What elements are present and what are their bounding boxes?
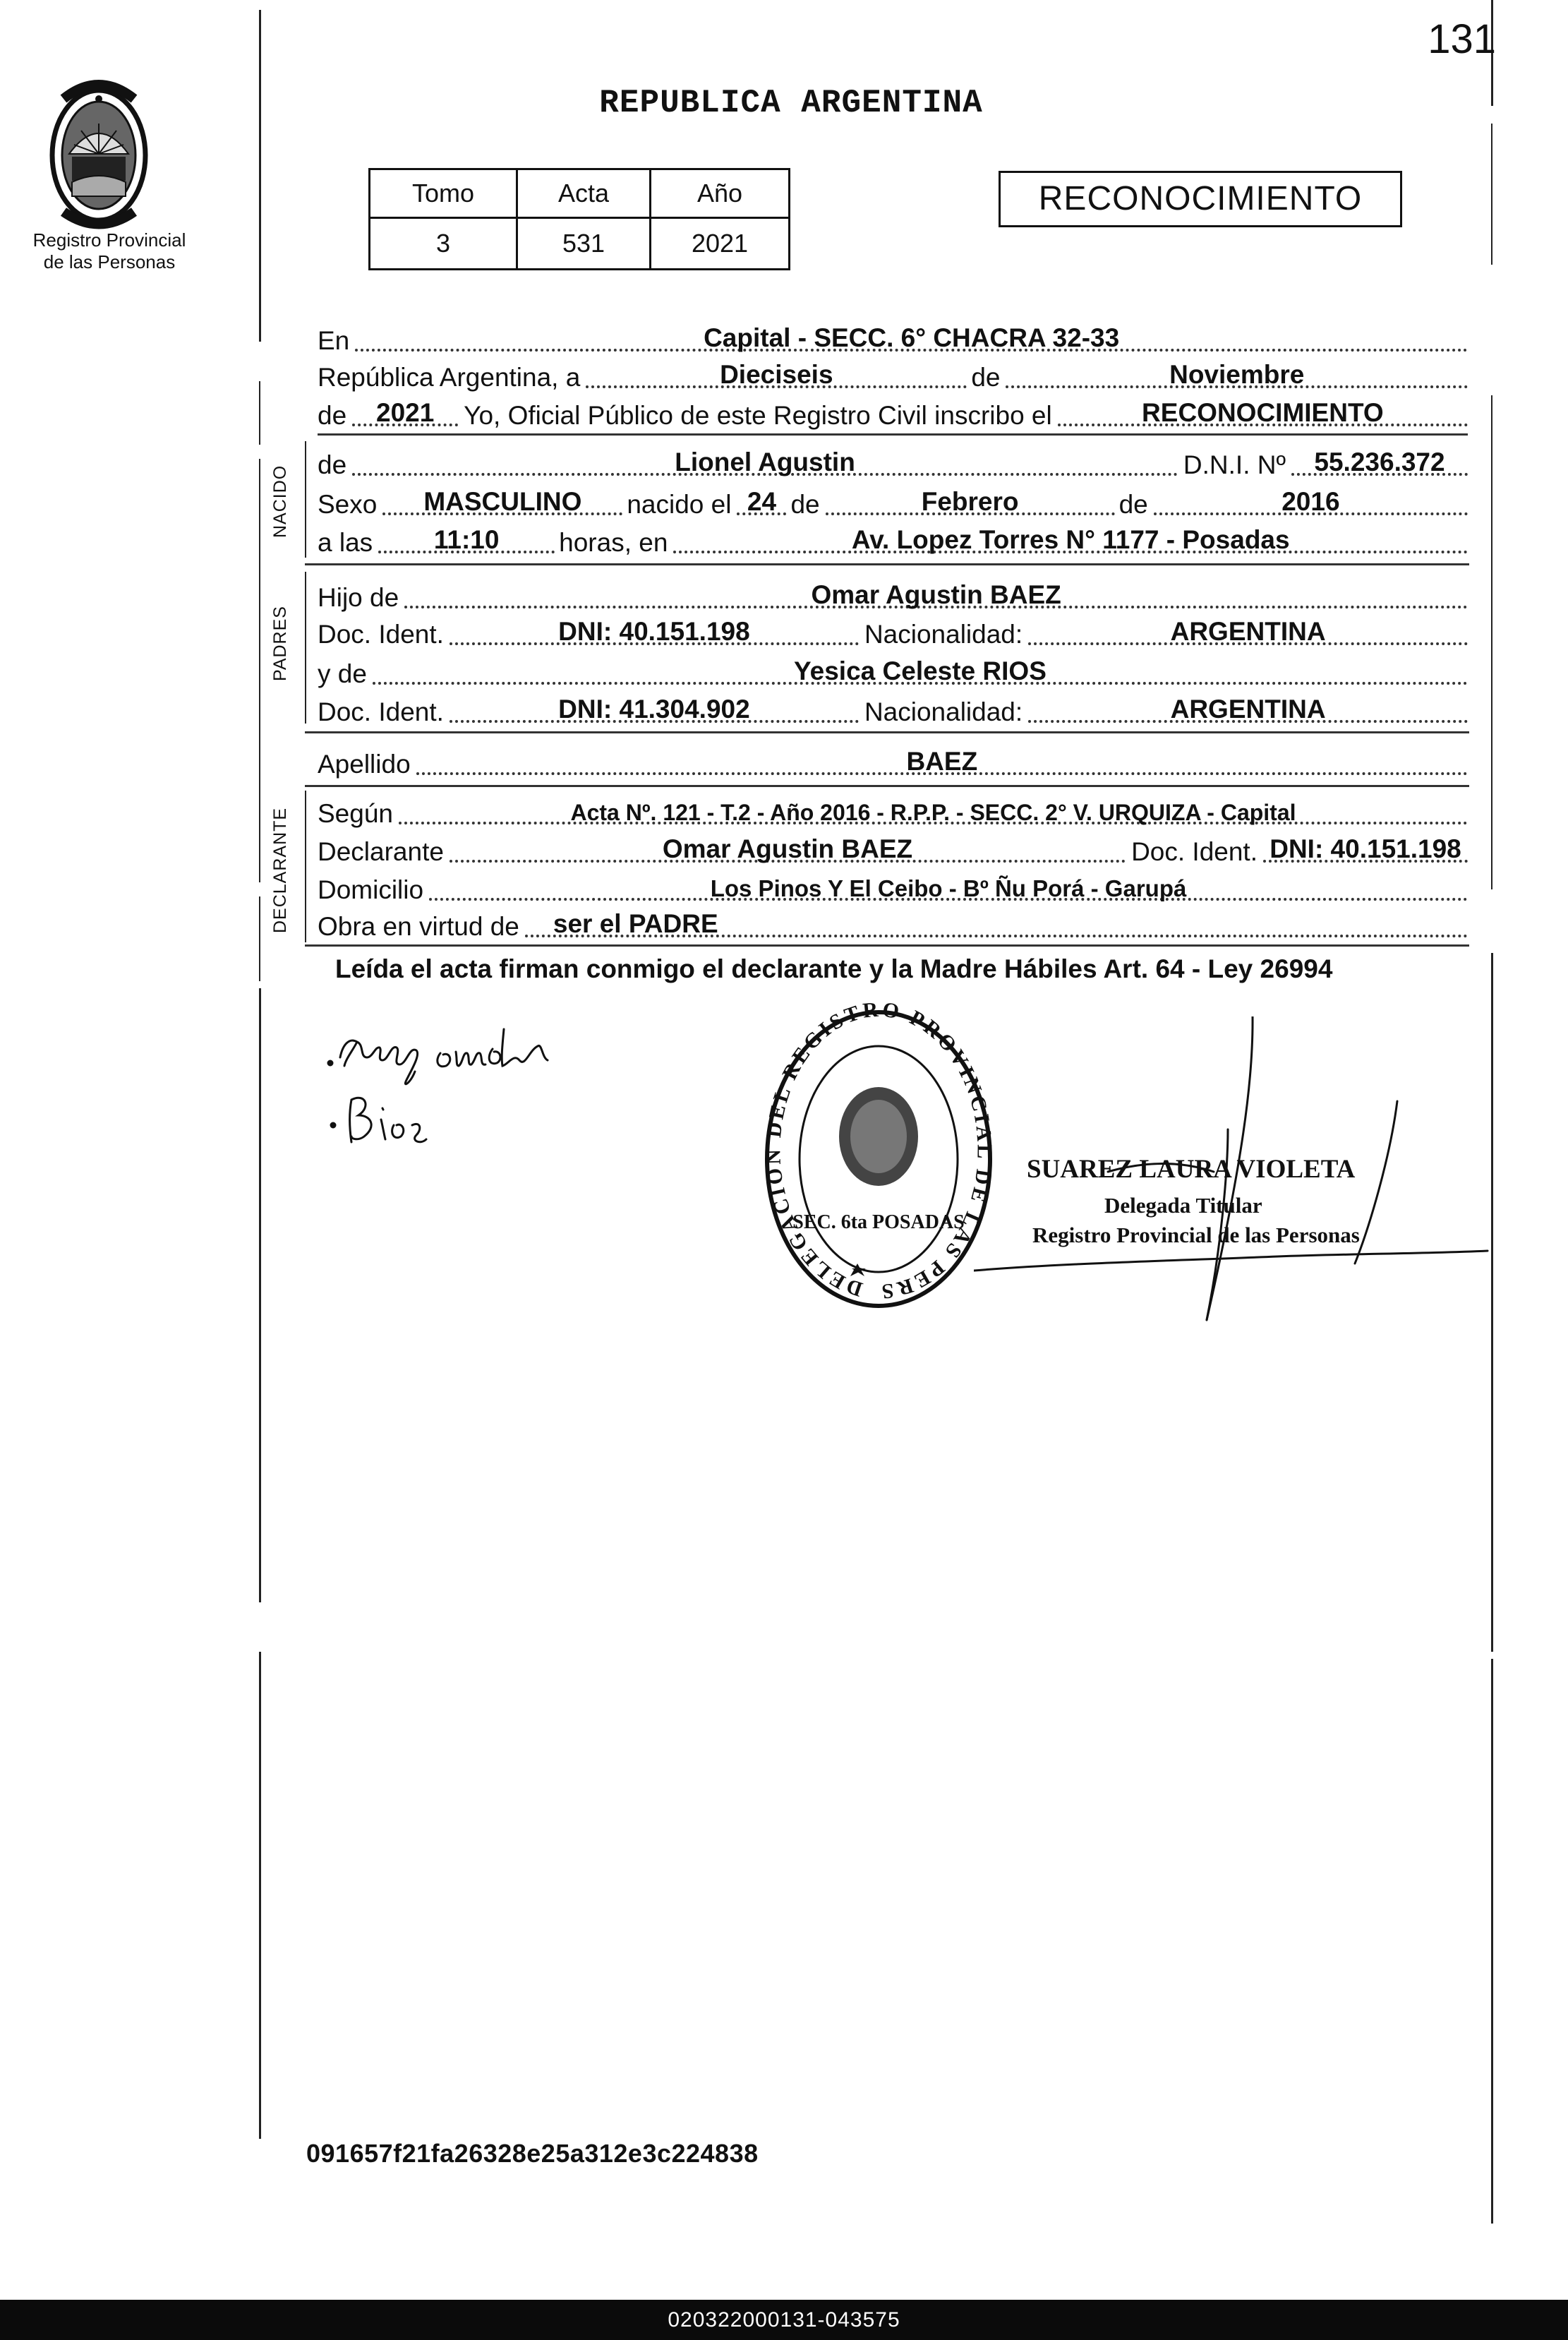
value-apellido: BAEZ xyxy=(906,747,978,776)
label-declarante: Declarante xyxy=(318,837,444,866)
register-value-tomo: 3 xyxy=(370,218,517,270)
row-segun xyxy=(318,789,1468,829)
row-sex-birth xyxy=(318,480,1468,520)
label-time: a las xyxy=(318,528,373,557)
label-domicilio: Domicilio xyxy=(318,875,424,904)
value-month: Noviembre xyxy=(1169,360,1305,389)
label-de-month: de xyxy=(790,490,820,519)
officer-office: Registro Provincial de las Personas xyxy=(1032,1223,1360,1247)
row-obra xyxy=(318,902,1468,942)
margin-rule-right xyxy=(1491,124,1492,265)
label-nacido: nacido el xyxy=(627,490,732,519)
value-sexo: MASCULINO xyxy=(423,487,582,516)
footer-code-bar xyxy=(0,2300,1568,2340)
label-mother-doc: Doc. Ident. xyxy=(318,697,444,726)
value-year: 2021 xyxy=(376,398,435,427)
divider xyxy=(318,433,1468,436)
label-father-nac: Nacionalidad: xyxy=(864,620,1023,649)
registry-caption-line1: Registro Provincial xyxy=(32,229,186,251)
value-day: Dieciseis xyxy=(720,360,833,389)
value-birth-year: 2016 xyxy=(1281,487,1340,516)
margin-rule-left xyxy=(259,381,260,445)
section-label-padres: PADRES xyxy=(270,606,290,681)
margin-rule-left xyxy=(259,459,260,882)
register-value-anio: 2021 xyxy=(651,218,790,270)
label-de: de xyxy=(971,363,1001,392)
value-place: Capital - SECC. 6° CHACRA 32-33 xyxy=(704,323,1120,352)
register-table-values xyxy=(370,218,790,270)
seal-center-text: SEC. 6ta POSADAS xyxy=(792,1211,965,1233)
value-child-name: Lionel Agustin xyxy=(675,448,855,476)
value-obra: ser el PADRE xyxy=(553,909,718,938)
section-rule-nacido xyxy=(305,441,306,558)
value-act: RECONOCIMIENTO xyxy=(1142,398,1384,427)
label-obra: Obra en virtud de xyxy=(318,912,519,941)
registry-caption xyxy=(28,229,191,273)
register-header-acta: Acta xyxy=(517,169,651,218)
label-hours: horas, en xyxy=(559,528,668,557)
margin-rule-left-bottom xyxy=(259,1652,261,2139)
value-birth-day: 24 xyxy=(747,487,777,516)
value-declarante-name: Omar Agustin BAEZ xyxy=(662,834,913,863)
registry-caption-line2: de las Personas xyxy=(43,251,176,272)
legal-statement: Leída el acta firman conmigo el declarante y la Madre Hábiles Art. 64 - Ley 26994 xyxy=(335,954,1333,983)
value-segun: Acta Nº. 121 - T.2 - Año 2016 - R.P.P. - SECC. 2° V. URQUIZA - Capital xyxy=(570,800,1296,825)
value-father-doc: DNI: 40.151.198 xyxy=(558,617,750,646)
row-father-doc xyxy=(318,610,1468,649)
row-place xyxy=(318,316,1468,356)
value-mother-doc: DNI: 41.304.902 xyxy=(558,695,750,724)
document-hash: 091657f21fa26328e25a312e3c224838 xyxy=(306,2139,759,2168)
label-republic: República Argentina, a xyxy=(318,363,581,392)
margin-rule-right xyxy=(1491,395,1492,889)
label-de-child: de xyxy=(318,450,347,479)
margin-rule-left-mid xyxy=(259,988,261,1602)
label-apellido: Apellido xyxy=(318,750,411,779)
row-time-place xyxy=(318,518,1468,558)
row-domicilio xyxy=(318,865,1468,905)
row-mother-doc xyxy=(318,688,1468,727)
row-declarante xyxy=(318,827,1468,867)
label-father-doc: Doc. Ident. xyxy=(318,620,444,649)
register-value-acta: 531 xyxy=(517,218,651,270)
row-child-name xyxy=(318,440,1468,480)
value-birth-month: Febrero xyxy=(921,487,1019,516)
document-title: REPUBLICA ARGENTINA xyxy=(599,85,983,121)
value-mother-nationality: ARGENTINA xyxy=(1170,695,1326,724)
register-header-anio: Año xyxy=(651,169,790,218)
row-father-name xyxy=(318,573,1468,613)
label-year-prefix: de xyxy=(318,401,347,430)
label-dni: D.N.I. Nº xyxy=(1183,450,1286,479)
register-table-header xyxy=(370,169,790,218)
margin-rule-left xyxy=(259,896,260,981)
label-mother-nac: Nacionalidad: xyxy=(864,697,1023,726)
section-label-nacido: NACIDO xyxy=(270,464,290,538)
label-sexo: Sexo xyxy=(318,490,378,519)
page-number: 131 xyxy=(1428,16,1496,62)
seal-ring-text: DELEGACION DEL REGISTRO PROVINCIAL DE LAS PERS xyxy=(761,1002,996,1304)
value-birth-place: Av. Lopez Torres N° 1177 - Posadas xyxy=(851,525,1290,554)
official-seal xyxy=(759,1002,999,1316)
label-segun: Según xyxy=(318,799,393,828)
officer-title: Delegada Titular xyxy=(1104,1193,1262,1218)
label-hijo: Hijo de xyxy=(318,583,399,612)
footer-code: 020322000131-043575 xyxy=(668,2308,900,2332)
label-en: En xyxy=(318,326,350,355)
divider xyxy=(305,731,1469,733)
doc-type-box: RECONOCIMIENTO xyxy=(999,171,1402,227)
section-label-declarante: DECLARANTE xyxy=(270,807,290,933)
value-child-dni: 55.236.372 xyxy=(1314,448,1445,476)
section-rule-padres xyxy=(305,572,306,724)
handwritten-signatures xyxy=(318,1001,642,1163)
value-time: 11:10 xyxy=(433,525,500,554)
divider xyxy=(305,944,1469,947)
label-de-year: de xyxy=(1118,490,1148,519)
row-apellido xyxy=(318,740,1468,779)
label-decl-doc: Doc. Ident. xyxy=(1131,837,1258,866)
value-father-nationality: ARGENTINA xyxy=(1170,617,1326,646)
margin-rule-right-bottom xyxy=(1491,1659,1493,2224)
officer-name: SUAREZ LAURA VIOLETA xyxy=(1027,1155,1356,1184)
value-domicilio: Los Pinos Y El Ceibo - Bº Ñu Porá - Garupá xyxy=(710,875,1187,901)
row-year-act xyxy=(318,391,1468,431)
value-father-name: Omar Agustin BAEZ xyxy=(811,580,1061,609)
divider xyxy=(305,785,1469,787)
value-mother-name: Yesica Celeste RIOS xyxy=(794,656,1047,685)
divider xyxy=(305,563,1469,565)
margin-rule-left-top xyxy=(259,10,261,342)
label-officer-text: Yo, Oficial Público de este Registro Civil inscribo el xyxy=(464,401,1052,430)
register-header-tomo: Tomo xyxy=(370,169,517,218)
section-rule-declarante xyxy=(305,791,306,942)
row-date xyxy=(318,353,1468,392)
register-table xyxy=(368,168,790,270)
value-declarante-doc: DNI: 40.151.198 xyxy=(1270,834,1461,863)
label-y-de: y de xyxy=(318,659,367,688)
row-mother-name xyxy=(318,649,1468,689)
